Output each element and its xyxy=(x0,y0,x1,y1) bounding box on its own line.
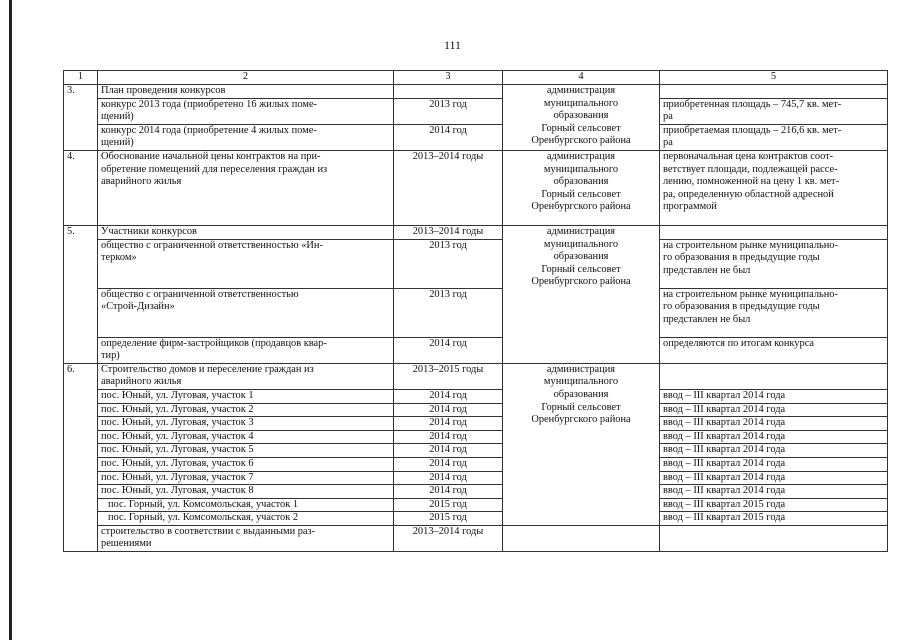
table-row xyxy=(64,150,888,225)
table-header-row xyxy=(64,71,888,85)
row-period: 2014 год xyxy=(394,124,503,150)
row-period: 2013 год xyxy=(394,239,503,288)
row-result: ввод – III квартал 2014 года xyxy=(660,485,888,499)
row-number: 5. xyxy=(64,225,98,363)
row-period: 2013 год xyxy=(394,98,503,124)
responsible-cell: администрация муниципального образования Горный сельсовет Оренбургского района xyxy=(503,150,660,225)
table-row xyxy=(64,389,888,403)
row-result: ввод – III квартал 2015 года xyxy=(660,512,888,526)
table-row xyxy=(64,288,888,337)
row-title: Строительство домов и переселение граждан из аварийного жилья xyxy=(98,363,394,389)
table-row xyxy=(64,403,888,417)
responsible-cell: администрация муниципального образования Горный сельсовет Оренбургского района xyxy=(503,85,660,151)
row-result: ввод – III квартал 2014 года xyxy=(660,457,888,471)
row-period: 2014 год xyxy=(394,444,503,458)
column-header: 3 xyxy=(394,71,503,85)
table-row xyxy=(64,512,888,526)
row-period: 2015 год xyxy=(394,512,503,526)
row-description: определение фирм-застройщиков (продавцов квар- тир) xyxy=(98,337,394,363)
table-row xyxy=(64,417,888,431)
table-row xyxy=(64,444,888,458)
row-result: ввод – III квартал 2014 года xyxy=(660,417,888,431)
row-period: 2014 год xyxy=(394,485,503,499)
row-result: ввод – III квартал 2014 года xyxy=(660,403,888,417)
site-name: пос. Юный, ул. Луговая, участок 6 xyxy=(98,457,394,471)
row-result: определяются по итогам конкурса xyxy=(660,337,888,363)
site-name: пос. Юный, ул. Луговая, участок 1 xyxy=(98,389,394,403)
row-result: приобретенная площадь – 745,7 кв. мет- ра xyxy=(660,98,888,124)
table-row xyxy=(64,525,888,551)
row-period: 2013–2014 годы xyxy=(394,225,503,239)
row-description: общество с ограниченной ответственностью «Строй-Дизайн» xyxy=(98,288,394,337)
responsible-cell: администрация муниципального образования Горный сельсовет Оренбургского района xyxy=(503,225,660,363)
site-name: пос. Юный, ул. Луговая, участок 2 xyxy=(98,403,394,417)
row-number: 3. xyxy=(64,85,98,151)
row-description: конкурс 2013 года (приобретено 16 жилых поме- щений) xyxy=(98,98,394,124)
row-result: ввод – III квартал 2014 года xyxy=(660,471,888,485)
site-name: пос. Юный, ул. Луговая, участок 4 xyxy=(98,430,394,444)
table-row xyxy=(64,363,888,389)
table-row xyxy=(64,485,888,499)
row-title: Участники конкурсов xyxy=(98,225,394,239)
table-row xyxy=(64,337,888,363)
site-name: пос. Юный, ул. Луговая, участок 3 xyxy=(98,417,394,431)
row-period: 2014 год xyxy=(394,457,503,471)
row-period: 2015 год xyxy=(394,498,503,512)
row-period: 2013–2014 годы xyxy=(394,150,503,225)
table-row xyxy=(64,430,888,444)
row-result: на строительном рынке муниципально- го образования в предыдущие годы представлен не был xyxy=(660,288,888,337)
row-period: 2014 год xyxy=(394,337,503,363)
site-name: пос. Юный, ул. Луговая, участок 7 xyxy=(98,471,394,485)
table-row xyxy=(64,239,888,288)
table-row xyxy=(64,471,888,485)
row-number: 6. xyxy=(64,363,98,551)
row-description: Обоснование начальной цены контрактов на при- обретение помещений для переселения граждан из аварийного жилья xyxy=(98,150,394,225)
site-name: пос. Горный, ул. Комсомольская, участок 1 xyxy=(98,498,394,512)
row-result: ввод – III квартал 2014 года xyxy=(660,389,888,403)
row-period: 2013–2015 годы xyxy=(394,363,503,389)
page-number: 111 xyxy=(443,38,462,52)
column-header: 4 xyxy=(503,71,660,85)
row-period: 2013–2014 годы xyxy=(394,525,503,551)
site-name: пос. Юный, ул. Луговая, участок 8 xyxy=(98,485,394,499)
row-period: 2014 год xyxy=(394,430,503,444)
row-title: План проведения конкурсов xyxy=(98,85,394,99)
plan-table xyxy=(63,70,888,552)
binding-margin-line xyxy=(9,0,12,640)
row-result: первоначальная цена контрактов соот- ветствует площади, подлежащей рассе- лению, помноженной на цену 1 кв. мет- ра, определенную областной адресной программой xyxy=(660,150,888,225)
row-period: 2013 год xyxy=(394,288,503,337)
column-header: 1 xyxy=(64,71,98,85)
row-description: конкурс 2014 года (приобретение 4 жилых поме- щений) xyxy=(98,124,394,150)
site-name: пос. Горный, ул. Комсомольская, участок 2 xyxy=(98,512,394,526)
row-result: на строительном рынке муниципально- го образования в предыдущие годы представлен не был xyxy=(660,239,888,288)
responsible-cell: администрация муниципального образования Горный сельсовет Оренбургского района xyxy=(503,363,660,525)
site-name: пос. Юный, ул. Луговая, участок 5 xyxy=(98,444,394,458)
row-description: общество с ограниченной ответственностью «Ин- терком» xyxy=(98,239,394,288)
row-number: 4. xyxy=(64,150,98,225)
row-result: приобретаемая площадь – 216,6 кв. мет- ра xyxy=(660,124,888,150)
column-header: 2 xyxy=(98,71,394,85)
row-result: ввод – III квартал 2014 года xyxy=(660,430,888,444)
table-row xyxy=(64,457,888,471)
row-period: 2014 год xyxy=(394,417,503,431)
row-result: ввод – III квартал 2015 года xyxy=(660,498,888,512)
row-period: 2014 год xyxy=(394,389,503,403)
table-row xyxy=(64,498,888,512)
table-row xyxy=(64,124,888,150)
row-period: 2014 год xyxy=(394,403,503,417)
row-period: 2014 год xyxy=(394,471,503,485)
table-row xyxy=(64,85,888,99)
table-row xyxy=(64,225,888,239)
table-row xyxy=(64,98,888,124)
row-result: ввод – III квартал 2014 года xyxy=(660,444,888,458)
column-header: 5 xyxy=(660,71,888,85)
row-description: строительство в соответствии с выданными раз- решениями xyxy=(98,525,394,551)
